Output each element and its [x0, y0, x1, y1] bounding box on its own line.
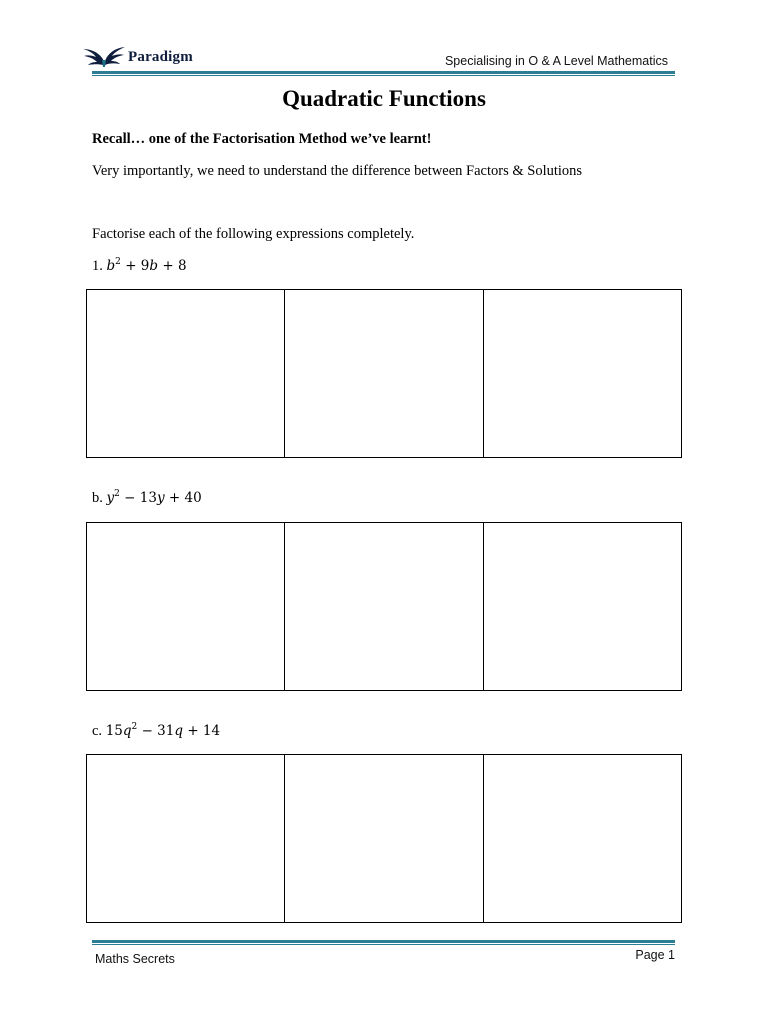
question-expression: $y^2 - 13y + 40$: [106, 489, 202, 506]
header-tagline: Specialising in O & A Level Mathematics: [444, 54, 668, 68]
recall-heading: Recall… one of the Factorisation Method we’ve learnt!: [92, 131, 432, 147]
question-expression: $b^2 + 9b + 8$: [106, 257, 187, 274]
header-brand: [82, 44, 193, 70]
page-title: Quadratic Functions: [282, 86, 486, 111]
answer-grid-2: [86, 522, 682, 691]
header-rule: [92, 71, 675, 77]
page-number: Page 1: [635, 948, 675, 962]
answer-box[interactable]: [284, 290, 482, 457]
question-1: [92, 258, 187, 275]
question-c: [92, 723, 220, 740]
footer-rule: [92, 940, 675, 946]
question-label: b.: [92, 490, 103, 506]
answer-box[interactable]: [483, 755, 681, 922]
answer-grid-1: [86, 289, 682, 458]
footer-title: Maths Secrets: [95, 952, 175, 966]
brand-name: Paradigm: [128, 48, 193, 65]
answer-box[interactable]: [87, 523, 284, 690]
answer-box[interactable]: [284, 755, 482, 922]
instructions-text: Factorise each of the following expressions completely.: [92, 226, 415, 242]
question-label: 1.: [92, 258, 103, 274]
answer-box[interactable]: [483, 290, 681, 457]
winged-logo-icon: [82, 45, 126, 69]
answer-grid-3: [86, 754, 682, 923]
question-b: [92, 490, 202, 507]
question-expression: $15q^2 - 31q + 14$: [105, 722, 221, 739]
answer-box[interactable]: [483, 523, 681, 690]
answer-box[interactable]: [284, 523, 482, 690]
question-label: c.: [92, 723, 103, 739]
answer-box[interactable]: [87, 290, 284, 457]
answer-box[interactable]: [87, 755, 284, 922]
intro-text: Very importantly, we need to understand the difference between Factors & Solutions: [92, 163, 583, 179]
